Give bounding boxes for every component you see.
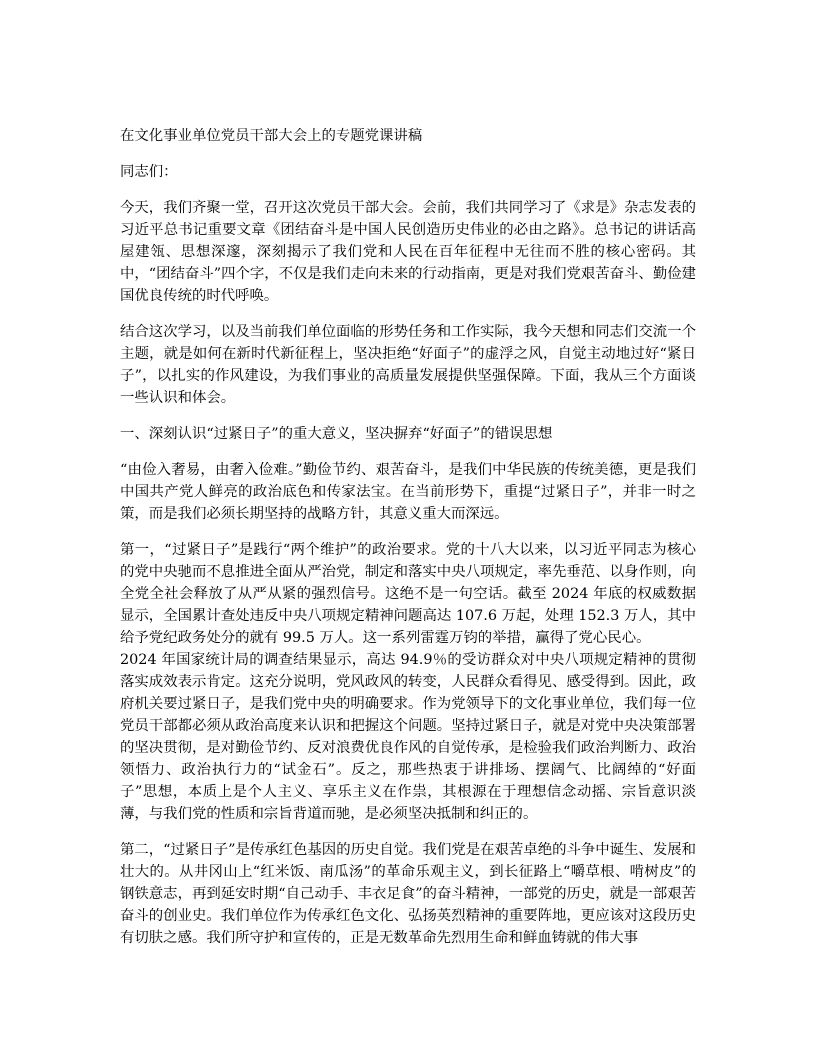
salutation: 同志们： (120, 164, 178, 180)
paragraph-point-1: 第一，“过紧日子”是践行“两个维护”的政治要求。党的十八大以来，以习近平同志为核心的党中央驰而不息推进全面从严治党，制定和落实中央八项规定，率先垂范、以身作则，向全党全社会释放了从严从紧的强烈信号。这绝不是一句空话。截至 2024 年底的权威数据显示，全国累计查处违反中央八项规定精神问题高达 107.6 万起，处理 152.3 万人，其中给予党纪政务处分的就有 99.5 万人。这一系列雷霆万钧的举措，赢得了党心民心。 (120, 542, 696, 646)
paragraph-survey: 2024 年国家统计局的调查结果显示，高达 94.9％的受访群众对中央八项规定精神的贯彻落实成效表示肯定。这充分说明，党风政风的转变，人民群众看得见、感受得到。因此，政府机关要过紧日子，是我们党中央的明确要求。作为党领导下的文化事业单位，我们每一位党员干部都必须从政治高度来认识和把握这个问题。坚持过紧日子，就是对党中央决策部署的坚决贯彻，是对勤俭节约、反对浪费优良作风的自觉传承，是检验我们政治判断力、政治领悟力、政治执行力的“试金石”。反之，那些热衷于讲排场、摆阔气、比阔绰的“好面子”思想，本质上是个人主义、享乐主义在作祟，其根源在于理想信念动摇、宗旨意识淡薄，与我们党的性质和宗旨背道而驰，是必须坚决抵制和纠正的。 (120, 652, 696, 822)
paragraph-thrift: “由俭入奢易，由奢入俭难。”勤俭节约、艰苦奋斗，是我们中华民族的传统美德，更是我们中国共产党人鲜亮的政治底色和传家法宝。在当前形势下，重提“过紧日子”，并非一时之策，而是我们必须长期坚持的战略方针，其意义重大而深远。 (120, 462, 696, 522)
section-heading-1: 一、深刻认识“过紧日子”的重大意义，坚决摒弃“好面子”的错误思想 (120, 426, 553, 442)
document-page (120, 125, 696, 963)
paragraph-theme: 结合这次学习，以及当前我们单位面临的形势任务和工作实际，我今天想和同志们交流一个主题，就是如何在新时代新征程上，坚决拒绝“好面子”的虚浮之风，自觉主动地过好“紧日子”，以扎实的作风建设，为我们事业的高质量发展提供坚强保障。下面，我从三个方面谈一些认识和体会。 (120, 324, 696, 406)
paragraph-point-2: 第二，“过紧日子”是传承红色基因的历史自觉。我们党是在艰苦卓绝的斗争中诞生、发展和壮大的。从井冈山上“红米饭、南瓜汤”的革命乐观主义，到长征路上“嚼草根、啃树皮”的钢铁意志，再到延安时期“自己动手、丰衣足食”的奋斗精神，一部党的历史，就是一部艰苦奋斗的创业史。我们单位作为传承红色文化、弘扬英烈精神的重要阵地，更应该对这段历史有切肤之感。我们所守护和宣传的，正是无数革命先烈用生命和鲜血铸就的伟大事 (120, 842, 696, 946)
paragraph-intro: 今天，我们齐聚一堂，召开这次党员干部大会。会前，我们共同学习了《求是》杂志发表的习近平总书记重要文章《团结奋斗是中国人民创造历史伟业的必由之路》。总书记的讲话高屋建瓴、思想深邃，深刻揭示了我们党和人民在百年征程中无往而不胜的核心密码。其中，“团结奋斗”四个字，不仅是我们走向未来的行动指南，更是对我们党艰苦奋斗、勤俭建国优良传统的时代呼唤。 (120, 200, 696, 304)
document-title: 在文化事业单位党员干部大会上的专题党课讲稿 (120, 128, 423, 144)
